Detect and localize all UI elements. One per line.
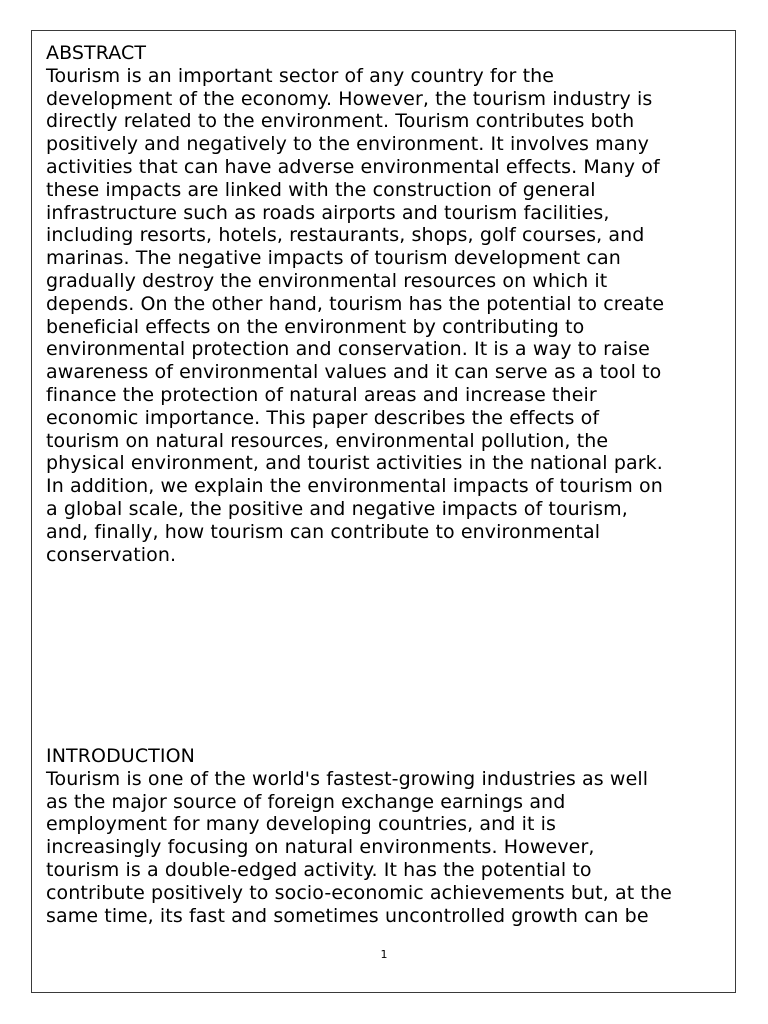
page-number: 1 bbox=[380, 948, 388, 961]
introduction-section bbox=[46, 745, 736, 927]
abstract-heading: ABSTRACT bbox=[46, 42, 147, 64]
introduction-heading: INTRODUCTION bbox=[46, 745, 195, 767]
introduction-body: Tourism is one of the world's fastest-growing industries as well as the major source of foreign exchange earnings and employment for many developing countries, and it is increasingly focusing on natural environments. However, tourism is a double-edged activity. It has the potential to contribute positively to socio-economic achievements but, at the same time, its fast and sometimes uncontrolled growth can be bbox=[46, 767, 672, 927]
abstract-body: Tourism is an important sector of any country for the development of the economy. However, the tourism industry is directly related to the environment. Tourism contributes both positively and negatively to the environment. It involves many activities that can have adverse environmental effects. Many of these impacts are linked with the construction of general infrastructure such as roads airports and tourism facilities, including resorts, hotels, restaurants, shops, golf courses, and marinas. The negative impacts of tourism development can gradually destroy the environmental resources on which it depends. On the other hand, tourism has the potential to create beneficial effects on the environment by contributing to environmental protection and conservation. It is a way to raise awareness of environmental values and it can serve as a tool to finance the protection of natural areas and increase their economic importance. This paper describes the effects of tourism on natural resources, environmental pollution, the physical environment, and tourist activities in the national park. In addition, we explain the environmental impacts of tourism on a global scale, the positive and negative impacts of tourism, and, finally, how tourism can contribute to environmental conservation. bbox=[46, 64, 665, 566]
abstract-section bbox=[46, 42, 730, 566]
